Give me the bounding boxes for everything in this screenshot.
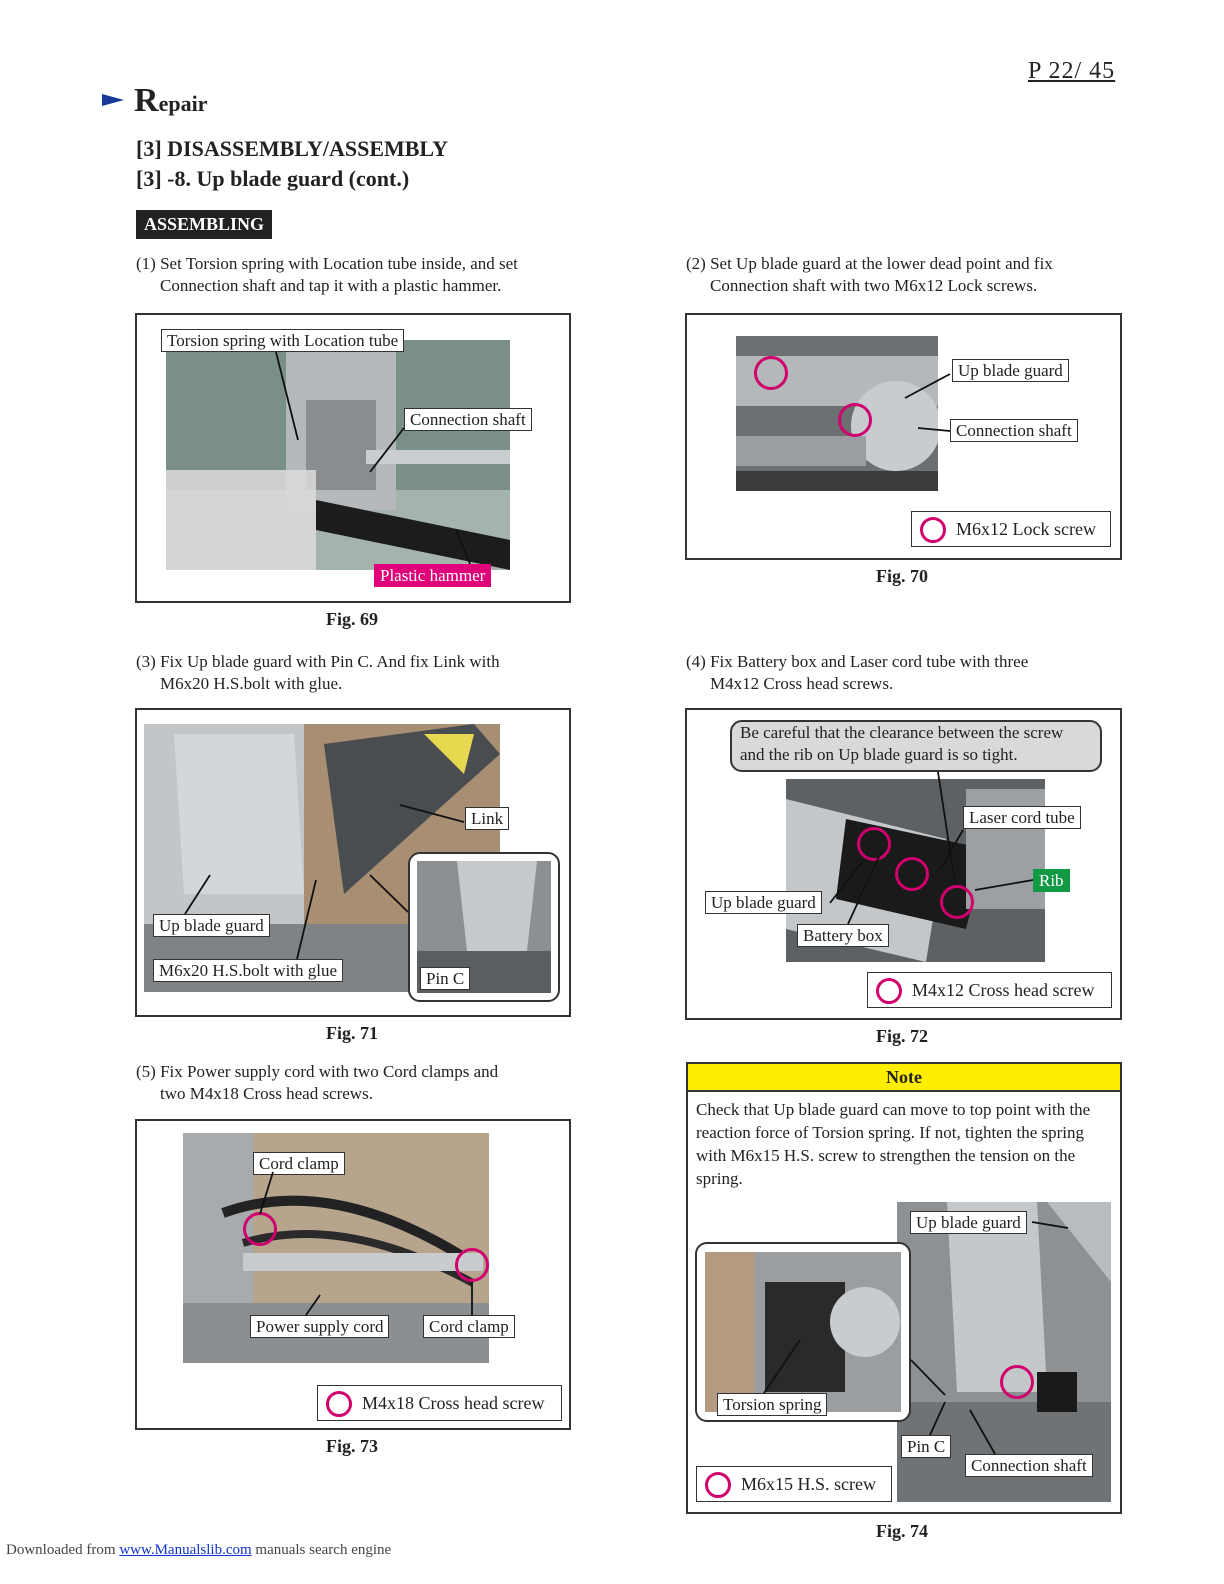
fig73-label-power-supply-cord: Power supply cord — [250, 1315, 389, 1338]
fig71-label-up-blade-guard: Up blade guard — [153, 914, 270, 937]
footer-prefix: Downloaded from — [6, 1542, 120, 1558]
fig70-label-connection-shaft: Connection shaft — [950, 419, 1078, 442]
fig72-screw-marker — [857, 827, 891, 861]
step-5-line2: two M4x18 Cross head screws. — [160, 1084, 373, 1103]
note-header: Note — [686, 1062, 1122, 1092]
footer — [6, 1542, 391, 1559]
fig71-caption: Fig. 71 — [326, 1023, 378, 1043]
fig74-caption: Fig. 74 — [876, 1521, 928, 1541]
fig70-legend — [911, 511, 1111, 547]
step-4-line2: M4x12 Cross head screws. — [710, 674, 894, 693]
heading-subsection: [3] -8. Up blade guard (cont.) — [136, 166, 410, 191]
heading-disassembly: [3] DISASSEMBLY/ASSEMBLY — [136, 136, 448, 161]
fig73-legend — [317, 1385, 562, 1421]
fig69-caption: Fig. 69 — [326, 609, 378, 629]
step-2-line1: (2) Set Up blade guard at the lower dead point and fix — [686, 254, 1053, 273]
section-arrow-icon — [102, 94, 124, 106]
fig71-label-link: Link — [465, 807, 509, 830]
fig74-label-connection-shaft: Connection shaft — [965, 1454, 1093, 1477]
step-5 — [136, 1061, 498, 1105]
step-4-line1: (4) Fix Battery box and Laser cord tube with three — [686, 652, 1029, 671]
fig71-label-bolt: M6x20 H.S.bolt with glue — [153, 959, 343, 982]
step-3-line2: M6x20 H.S.bolt with glue. — [160, 674, 343, 693]
fig74-label-up-blade-guard: Up blade guard — [910, 1211, 1027, 1234]
fig72-label-battery-box: Battery box — [797, 924, 889, 947]
fig72-label-laser-cord-tube: Laser cord tube — [963, 806, 1081, 829]
fig71-label-pin-c: Pin C — [420, 967, 470, 990]
screw-ring-icon — [920, 517, 946, 543]
step-3 — [136, 651, 500, 695]
fig73-label-cord-clamp-right: Cord clamp — [423, 1315, 515, 1338]
step-2-line2: Connection shaft with two M6x12 Lock screws. — [710, 276, 1038, 295]
fig74-legend-text: M6x15 H.S. screw — [741, 1473, 876, 1494]
footer-suffix: manuals search engine — [251, 1542, 392, 1558]
fig73-caption: Fig. 73 — [326, 1436, 378, 1456]
fig72-warning-line1: Be careful that the clearance between the screw — [740, 723, 1064, 742]
fig73-screw-marker — [243, 1212, 277, 1246]
screw-ring-icon — [876, 978, 902, 1004]
fig70-screw-marker — [754, 356, 788, 390]
page-number: P 22/ 45 — [1028, 58, 1116, 84]
step-2 — [686, 253, 1053, 297]
fig73-legend-text: M4x18 Cross head screw — [362, 1392, 545, 1413]
fig70-screw-marker — [838, 403, 872, 437]
fig74-screw-marker — [1000, 1365, 1034, 1399]
fig72-label-rib: Rib — [1033, 869, 1070, 892]
step-4 — [686, 651, 1028, 695]
fig72-label-up-blade-guard: Up blade guard — [705, 891, 822, 914]
section-title-rest: epair — [158, 91, 208, 116]
note-text: Check that Up blade guard can move to top point with the reaction force of Torsion spring. If not, tighten the spring with M6x15 H.S. screw to strengthen the tension on the spring. — [696, 1100, 1091, 1188]
fig74-inset-photo — [705, 1252, 901, 1412]
assembling-badge: ASSEMBLING — [136, 210, 272, 239]
section-title-cap: R — [134, 82, 159, 119]
screw-ring-icon — [326, 1391, 352, 1417]
fig72-screw-marker — [940, 885, 974, 919]
fig74-label-torsion-spring: Torsion spring — [717, 1393, 827, 1416]
fig69-photo — [166, 340, 510, 570]
section-title — [134, 82, 207, 120]
fig69-label-torsion-spring: Torsion spring with Location tube — [161, 329, 404, 352]
step-1-line1: (1) Set Torsion spring with Location tube inside, and set — [136, 254, 518, 273]
fig74-label-pin-c: Pin C — [901, 1435, 951, 1458]
fig70-caption: Fig. 70 — [876, 566, 928, 586]
fig70-label-up-blade-guard: Up blade guard — [952, 359, 1069, 382]
fig72-warning-callout — [730, 720, 1102, 772]
fig72-legend — [867, 972, 1112, 1008]
fig73-screw-marker — [455, 1248, 489, 1282]
fig74-legend — [696, 1466, 892, 1502]
fig69-label-plastic-hammer: Plastic hammer — [374, 564, 491, 587]
fig73-label-cord-clamp-top: Cord clamp — [253, 1152, 345, 1175]
fig72-legend-text: M4x12 Cross head screw — [912, 979, 1095, 1000]
step-1 — [136, 253, 518, 297]
fig72-caption: Fig. 72 — [876, 1026, 928, 1046]
fig70-legend-text: M6x12 Lock screw — [956, 518, 1096, 539]
fig72-screw-marker — [895, 857, 929, 891]
footer-link[interactable]: www.Manualslib.com — [119, 1542, 252, 1558]
screw-ring-icon — [705, 1472, 731, 1498]
step-3-line1: (3) Fix Up blade guard with Pin C. And fix Link with — [136, 652, 500, 671]
step-5-line1: (5) Fix Power supply cord with two Cord clamps and — [136, 1062, 499, 1081]
fig69-label-connection-shaft: Connection shaft — [404, 408, 532, 431]
step-1-line2: Connection shaft and tap it with a plastic hammer. — [160, 276, 502, 295]
fig72-warning-line2: and the rib on Up blade guard is so tight. — [740, 745, 1018, 764]
